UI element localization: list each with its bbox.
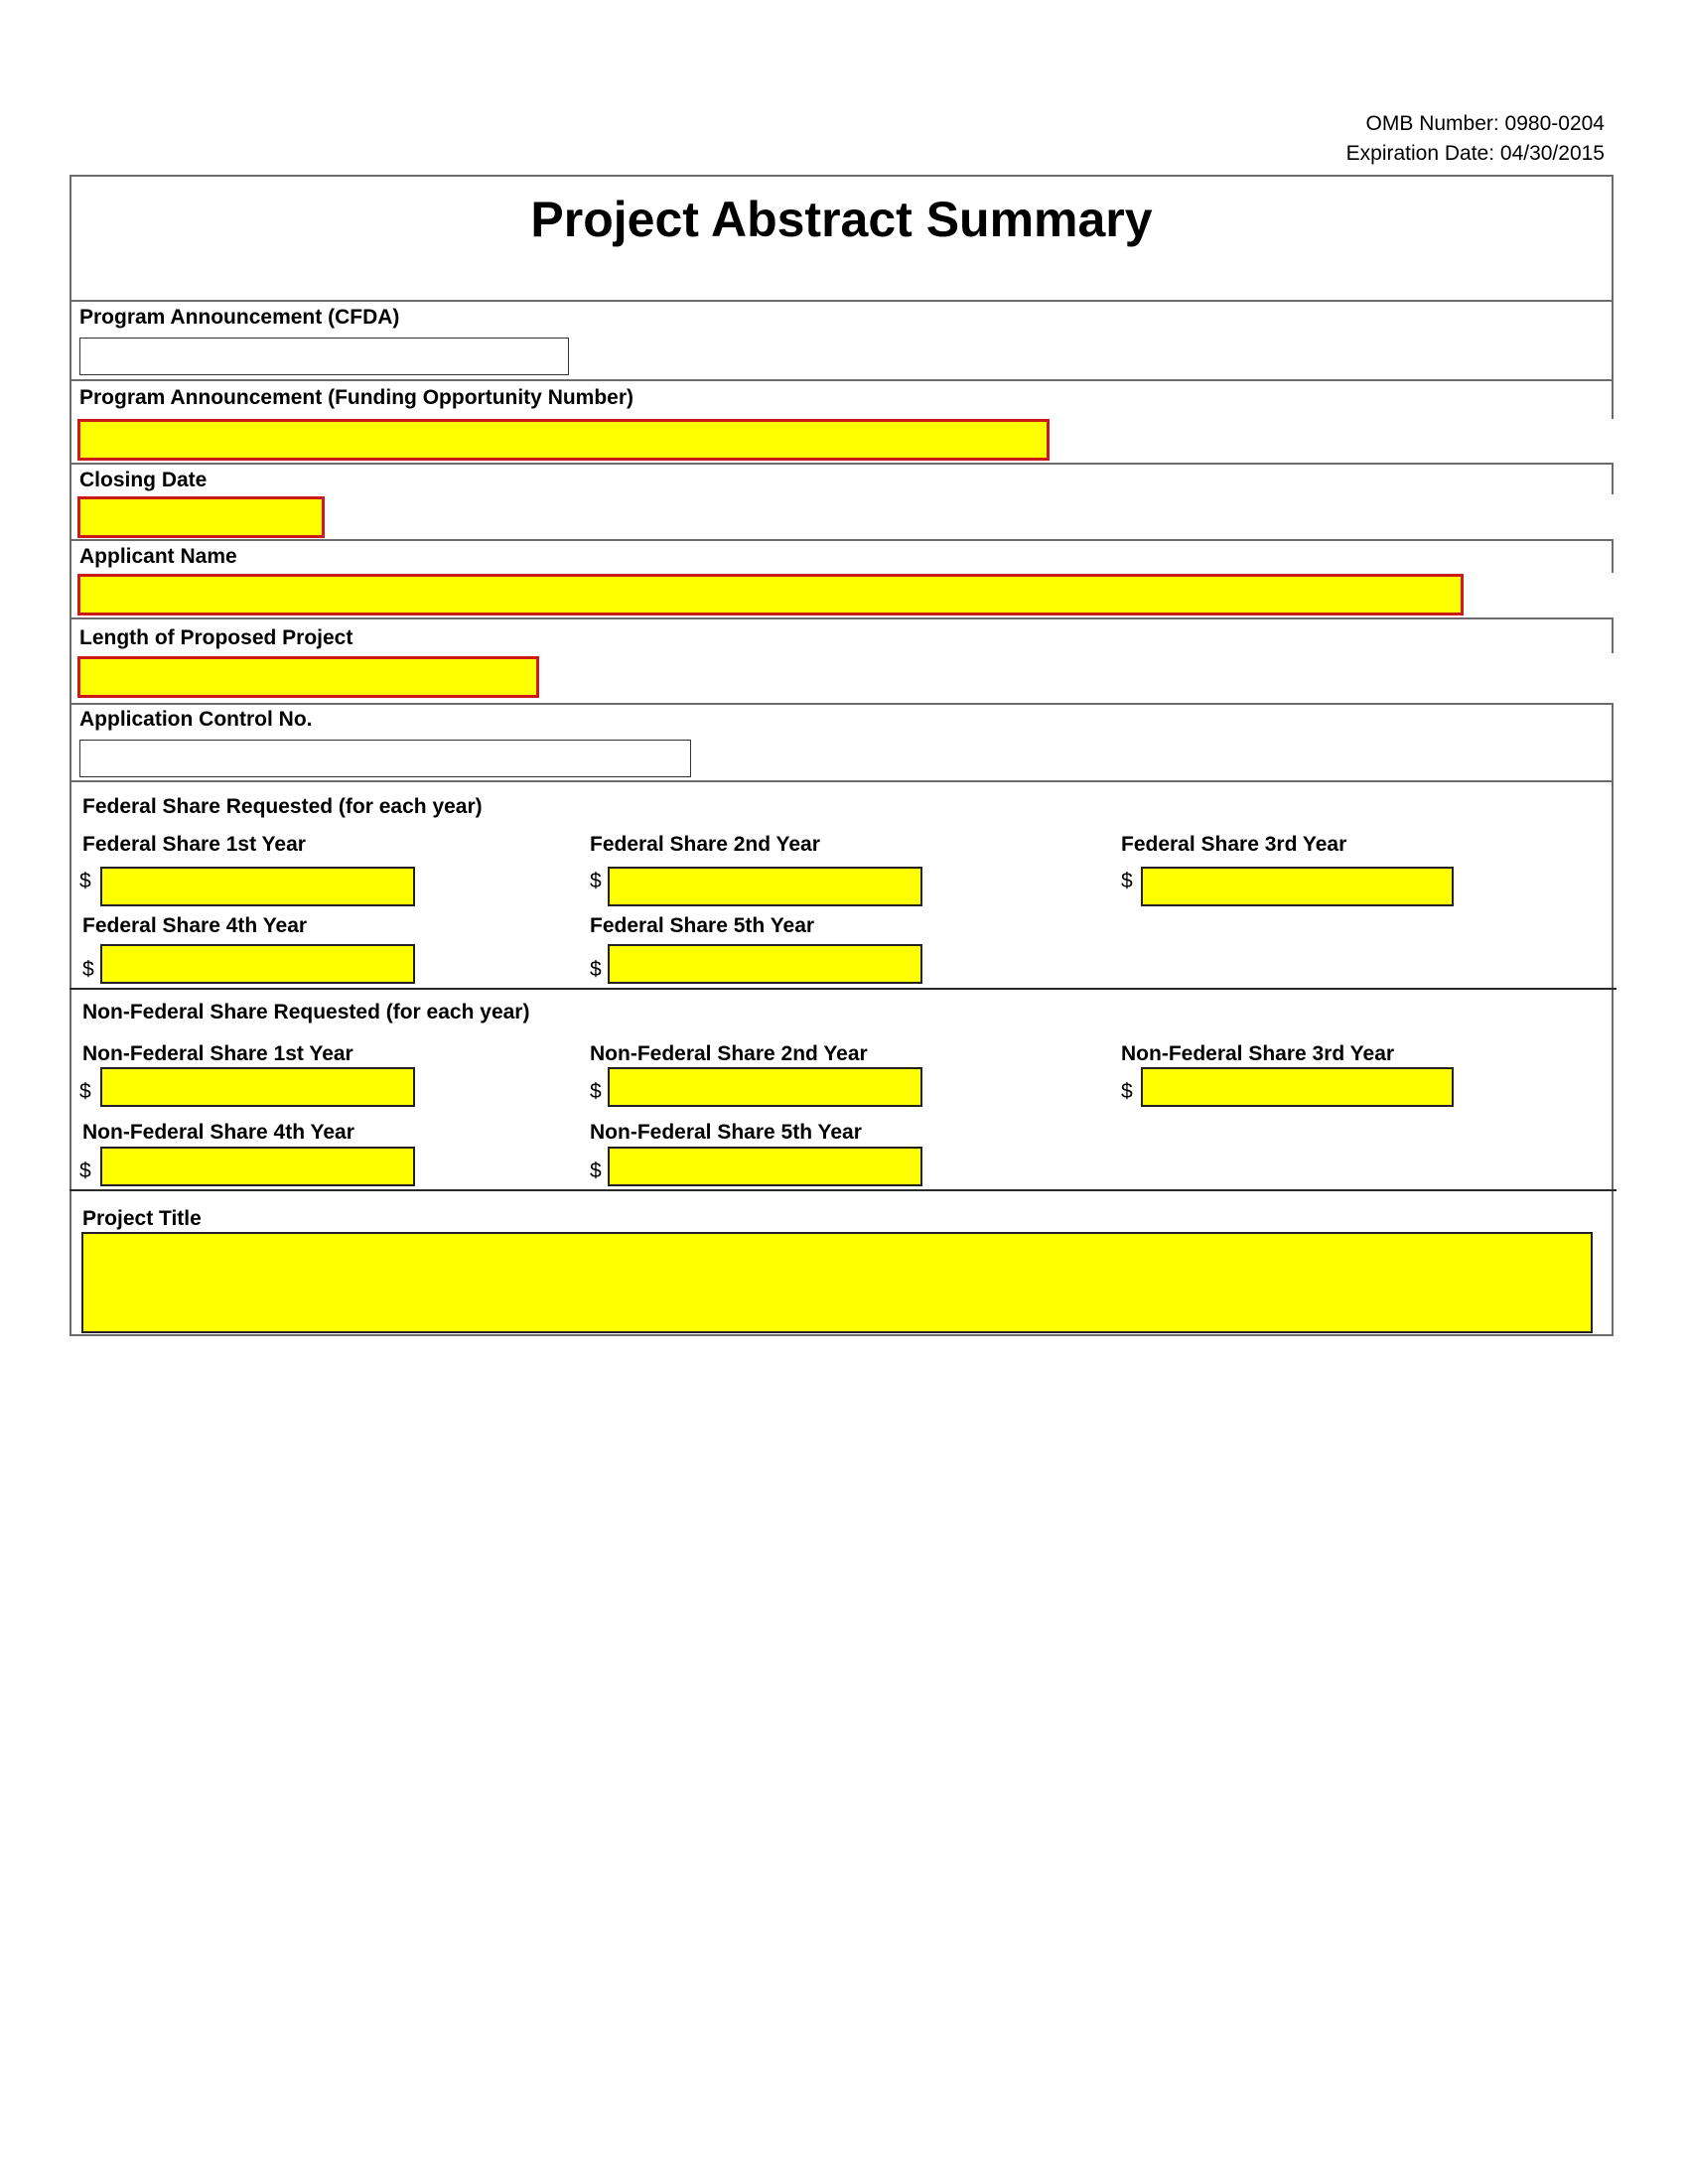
form-left-border bbox=[70, 300, 71, 1336]
nonfederal-4-label: Non-Federal Share 4th Year bbox=[82, 1121, 354, 1144]
currency-symbol: $ bbox=[79, 1080, 91, 1103]
federal-5-label: Federal Share 5th Year bbox=[590, 914, 815, 937]
form-bottom-border bbox=[70, 1334, 1614, 1336]
nonfederal-2-label: Non-Federal Share 2nd Year bbox=[590, 1042, 868, 1065]
federal-4-label: Federal Share 4th Year bbox=[82, 914, 308, 937]
federal-3-label: Federal Share 3rd Year bbox=[1121, 833, 1347, 856]
currency-symbol: $ bbox=[590, 870, 602, 892]
federal-1-label: Federal Share 1st Year bbox=[82, 833, 306, 856]
nonfederal-5-label: Non-Federal Share 5th Year bbox=[590, 1121, 862, 1144]
section-divider bbox=[70, 1189, 1617, 1191]
omb-number: OMB Number: 0980-0204 bbox=[1365, 112, 1605, 135]
project-title-label: Project Title bbox=[82, 1207, 202, 1230]
federal-2-label: Federal Share 2nd Year bbox=[590, 833, 820, 856]
nonfederal-5-input[interactable] bbox=[608, 1147, 922, 1186]
expiration-date: Expiration Date: 04/30/2015 bbox=[1345, 142, 1605, 165]
federal-1-input[interactable] bbox=[100, 867, 415, 906]
cfda-input[interactable] bbox=[79, 338, 569, 375]
currency-symbol: $ bbox=[1121, 870, 1133, 892]
currency-symbol: $ bbox=[1121, 1080, 1133, 1103]
divider bbox=[70, 379, 1614, 381]
page-title: Project Abstract Summary bbox=[530, 192, 1153, 247]
section-divider bbox=[70, 988, 1617, 990]
divider bbox=[70, 703, 1614, 705]
closing-date-label: Closing Date bbox=[79, 469, 208, 491]
nonfederal-3-input[interactable] bbox=[1141, 1067, 1454, 1107]
federal-section-label: Federal Share Requested (for each year) bbox=[82, 795, 483, 818]
length-label: Length of Proposed Project bbox=[79, 626, 353, 649]
divider bbox=[70, 463, 1614, 465]
applicant-name-label: Applicant Name bbox=[79, 545, 237, 568]
nonfederal-2-input[interactable] bbox=[608, 1067, 922, 1107]
form-right-border bbox=[1612, 539, 1614, 573]
currency-symbol: $ bbox=[79, 1160, 91, 1182]
federal-4-input[interactable] bbox=[100, 944, 415, 984]
nonfederal-3-label: Non-Federal Share 3rd Year bbox=[1121, 1042, 1395, 1065]
federal-3-input[interactable] bbox=[1141, 867, 1454, 906]
currency-symbol: $ bbox=[82, 958, 94, 981]
divider bbox=[70, 617, 1614, 619]
applicant-name-input[interactable] bbox=[77, 574, 1464, 615]
title-box bbox=[70, 175, 1614, 302]
divider bbox=[70, 780, 1614, 782]
project-title-input[interactable] bbox=[81, 1232, 1593, 1333]
currency-symbol: $ bbox=[590, 1160, 602, 1182]
currency-symbol: $ bbox=[79, 870, 91, 892]
nonfederal-1-input[interactable] bbox=[100, 1067, 415, 1107]
fon-label: Program Announcement (Funding Opportunity Number) bbox=[79, 386, 634, 409]
form-right-border bbox=[1612, 617, 1614, 653]
closing-date-input[interactable] bbox=[77, 496, 325, 538]
nonfederal-section-label: Non-Federal Share Requested (for each year) bbox=[82, 1001, 530, 1024]
cfda-label: Program Announcement (CFDA) bbox=[79, 306, 400, 329]
control-no-input[interactable] bbox=[79, 740, 691, 777]
federal-2-input[interactable] bbox=[608, 867, 922, 906]
nonfederal-1-label: Non-Federal Share 1st Year bbox=[82, 1042, 353, 1065]
currency-symbol: $ bbox=[590, 958, 602, 981]
length-input[interactable] bbox=[77, 656, 539, 698]
control-no-label: Application Control No. bbox=[79, 708, 313, 731]
nonfederal-4-input[interactable] bbox=[100, 1147, 415, 1186]
form-right-border bbox=[1612, 703, 1614, 1336]
form-right-border-top bbox=[1612, 300, 1614, 419]
federal-5-input[interactable] bbox=[608, 944, 922, 984]
form-right-border bbox=[1612, 463, 1614, 494]
divider bbox=[70, 539, 1614, 541]
currency-symbol: $ bbox=[590, 1080, 602, 1103]
fon-input[interactable] bbox=[77, 419, 1050, 461]
